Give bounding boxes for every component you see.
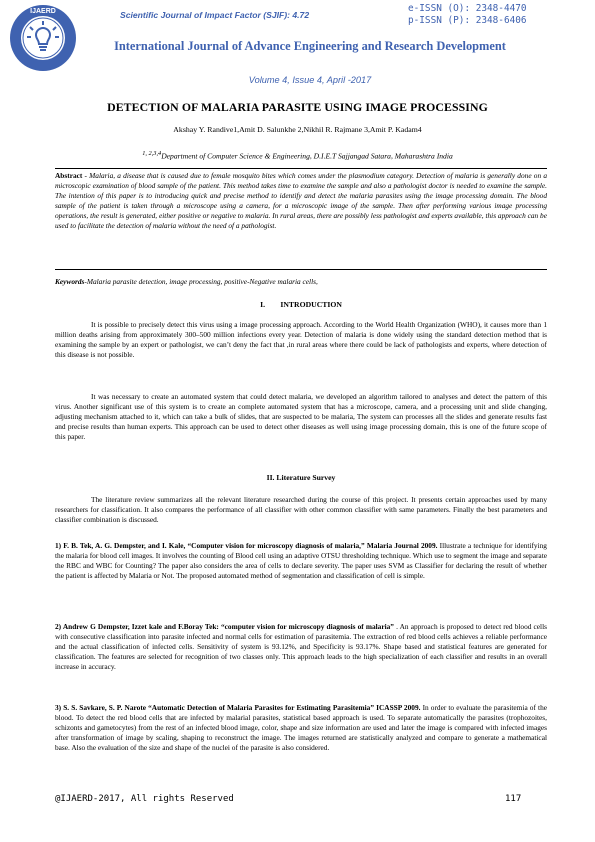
reference-1 [55,541,547,581]
abstract-top-rule [55,168,547,169]
literature-heading: II. Literature Survey [266,473,336,482]
eissn: e-ISSN (O): 2348-4470 [408,3,527,14]
paper-title: DETECTION OF MALARIA PARASITE USING IMAGE PROCESSING [107,100,488,114]
issn-block [408,3,527,27]
dept-superscript: 1, 2,3,4 [142,150,162,157]
dept-text: Department of Computer Science & Engineering, D.I.E.T Sajjangad Satara, Maharashtra India [161,151,453,161]
reference-1-text: Illustrate a technique for identifying the malaria for blood cell images. It involves the counting of Blood cell using an adaptive OTSU thresholding technique. Which use to segment the image and separate the RBC and WBC for Counting? The paper also considers the area of cells to declare severity. The paper uses SVM as Classifier for declaring the result of whether the patient is affected by Malaria or Not. The proposed automated method of segmentation and classification of cell is simple. [55,541,547,581]
pissn: p-ISSN (P): 2348-6406 [408,15,527,26]
keywords [55,277,547,286]
reference-1-citation: 1) F. B. Tek, A. G. Dempster, and I. Kale, “Computer vision for microscopy diagnosis of malaria,” Malaria Journal 2009. [55,541,438,550]
authors: Akshay Y. Randive1,Amit D. Salunkhe 2,Nikhil R. Rajmane 3,Amit P. Kadam4 [173,125,422,134]
literature-paragraph [55,495,547,525]
footer-copyright: @IJAERD-2017, All rights Reserved [55,794,234,804]
abstract [55,171,547,232]
volume-issue: Volume 4, Issue 4, April -2017 [248,75,372,85]
reference-2-citation: 2) Andrew G Dempster, Izzet kale and F.Boray Tek: “computer vision for microscopy diagnosis of malaria” [55,622,394,631]
logo-text: IJAERD [30,8,56,15]
keywords-text: -Malaria parasite detection, image processing, positive-Negative malaria cells, [84,277,318,286]
intro-paragraph-1 [55,320,547,360]
abstract-bottom-rule [55,269,547,270]
lit-p1-text: The literature review summarizes all the relevant literature researched during the course of this project. It presents certain approaches used by many researchers for classification. It also compares the performance of all classifier with other common classifier with same parameters. Finally the best parameters and classifier combination is discussed. [55,495,547,525]
journal-logo [8,3,78,73]
intro-heading: I. INTRODUCTION [260,300,342,309]
intro-p2-text: It was necessary to create an automated system that could detect malaria, we developed an algorithm tailored to analyses and detect the pattern of this virus. Another significant use of this system is to create an complete automated system that has a microscope, camera, and a processing unit and slide changing, adjusting mechanism attached to it, which can take a bulk of slides, that are suspected to be malaria, The system can processes all the slides and generate results fast and precise results than human experts. This approach can be used to detect other diseases as well using image processing domain, this is one of the future scope of this paper. [55,392,547,442]
reference-3 [55,703,547,753]
keywords-label: Keywords [55,277,85,286]
reference-3-text: In order to evaluate the parasitemia of the blood. To detect the red blood cells that are infected by malarial parasites, statistical based approach is used. To separate automatically the parasites (trophozoites, schizonts and gametocytes) from the rest of an infected blood image, color, shape and size information are used and later the image is compared with infected images after transformation of image by scaling, shaping to reconstruct the image. The images returned are statistically analyzed and compare to generate a mathematical base. Also the evaluation of the size and shape of the nuclei of the parasite is also considered. [55,703,547,753]
intro-p1-text: It is possible to precisely detect this virus using a image processing approach. According to the World Health Organization (WHO), it causes more than 1 million deaths arising from approximately 300–500 million infections every year. Detection of malaria is done widely using the standard detection method that is examining the sample by an expert or pathologist, we can’t deny the fact that ,in rural areas where there could be lack of pathologists and experts, where detection of this disease is not possible. [55,320,547,360]
reference-2 [55,622,547,672]
reference-3-citation: 3) S. S. Savkare, S. P. Narote “Automatic Detection of Malaria Parasites for Estimating Parasitemia” ICASSP 2009. [55,703,421,712]
abstract-text: - Malaria, a disease that is caused due to female mosquito bites which comes under the plasmodium category. Detection of malaria is generally done on a microscopic examination of blood sample of the patient. This method takes time to examine the sample and also a pathologist doctor is needed to examine the sample. The intention of this paper is to introducing quick and precise method to identify and detect the malaria parasites using the image processing domain. The blood sample of the patient is taken through a microscope using a camera, for a microscopic image of the sample. Then after performing various image processing operations, the result is generated, either positive or negative to malaria. In rural areas, there are possibly less pathologist and experts available, this approach can be used to facilitate the detection of malaria without the need of a pathologist. [55,171,547,231]
page-number: 117 [505,794,522,804]
journal-name: International Journal of Advance Engineering and Research Development [114,39,506,53]
department [40,150,555,161]
intro-paragraph-2 [55,392,547,442]
sjif-line: Scientific Journal of Impact Factor (SJIF): 4.72 [120,10,310,20]
reference-2-text: . An approach is proposed to detect red blood cells with consecutive classification into parasite infected and normal cells for estimation of parasitemia. The extraction of red blood cells achieves a reliable performance and the actual classification of infected cells. Sensitivity of system is 93.12%, and Specificity is 93.17%. Shape based and statistical features are generated for classification. The features are selected for recognition of two classes only. This approach leads to the high specialization of each classifier and results in an overall increase in accuracy. [55,622,547,672]
abstract-label: Abstract [55,171,83,180]
